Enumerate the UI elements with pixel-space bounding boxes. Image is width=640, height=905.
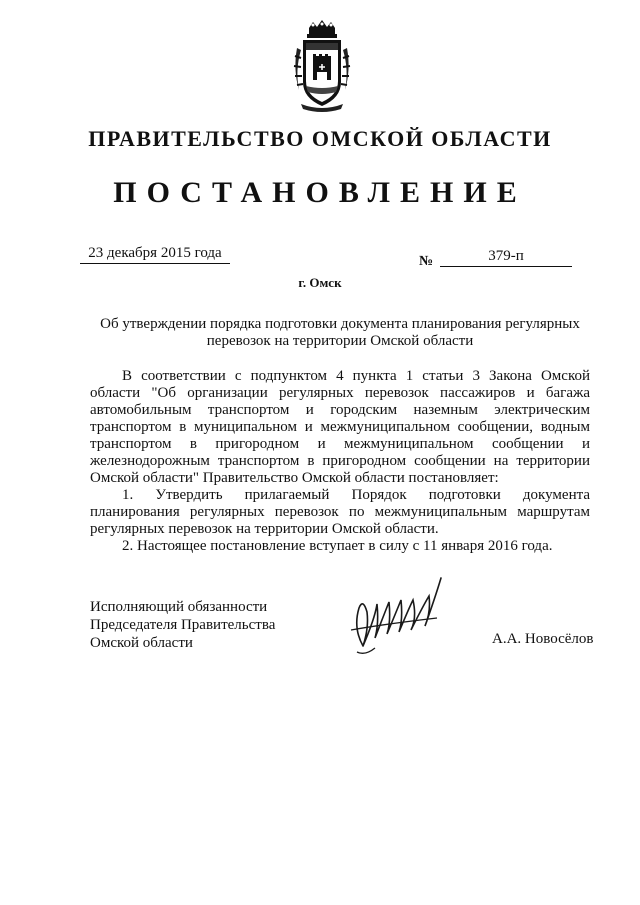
document-number: 379-п: [440, 248, 572, 267]
coat-of-arms-icon: [291, 20, 353, 112]
document-type-title: ПОСТАНОВЛЕНИЕ: [113, 176, 527, 209]
signer-position-line: Председателя Правительства: [90, 617, 276, 633]
clause-2-paragraph: 2. Настоящее постановление вступает в силу с 11 января 2016 года.: [122, 538, 553, 554]
document-body: [90, 368, 590, 555]
number-label: №: [419, 254, 434, 269]
signer-position: [90, 598, 275, 652]
clause-1-paragraph: 1. Утвердить прилагаемый Порядок подготовки документа планирования регулярных перевозок по межмуниципальным маршрутам регулярных перевозок на территории Омской области.: [90, 487, 590, 537]
document-date: 23 декабря 2015 года: [80, 245, 230, 264]
signer-name: А.А. Новосёлов: [492, 631, 594, 647]
preamble-paragraph: В соответствии с подпунктом 4 пункта 1 статьи 3 Закона Омской области "Об организации регулярных перевозок пассажиров и багажа автомобильным транспортом и городским наземным электрическим транспортом в муниципальном и межмуниципальном сообщении, водным транспортом в пригородном и межмуниципальном сообщении и железнодорожным транспортом в пригородном сообщении на территории Омской области" Правительство Омской области постановляет:: [90, 368, 590, 486]
organization-title: ПРАВИТЕЛЬСТВО ОМСКОЙ ОБЛАСТИ: [88, 126, 552, 151]
handwritten-signature: [345, 568, 465, 664]
document-city: г. Омск: [298, 275, 342, 290]
signer-position-line: Исполняющий обязанности: [90, 599, 268, 615]
document-subject: Об утверждении порядка подготовки документа планирования регулярных перевозок на территории Омской области: [100, 316, 580, 349]
signer-position-line: Омской области: [90, 635, 193, 651]
